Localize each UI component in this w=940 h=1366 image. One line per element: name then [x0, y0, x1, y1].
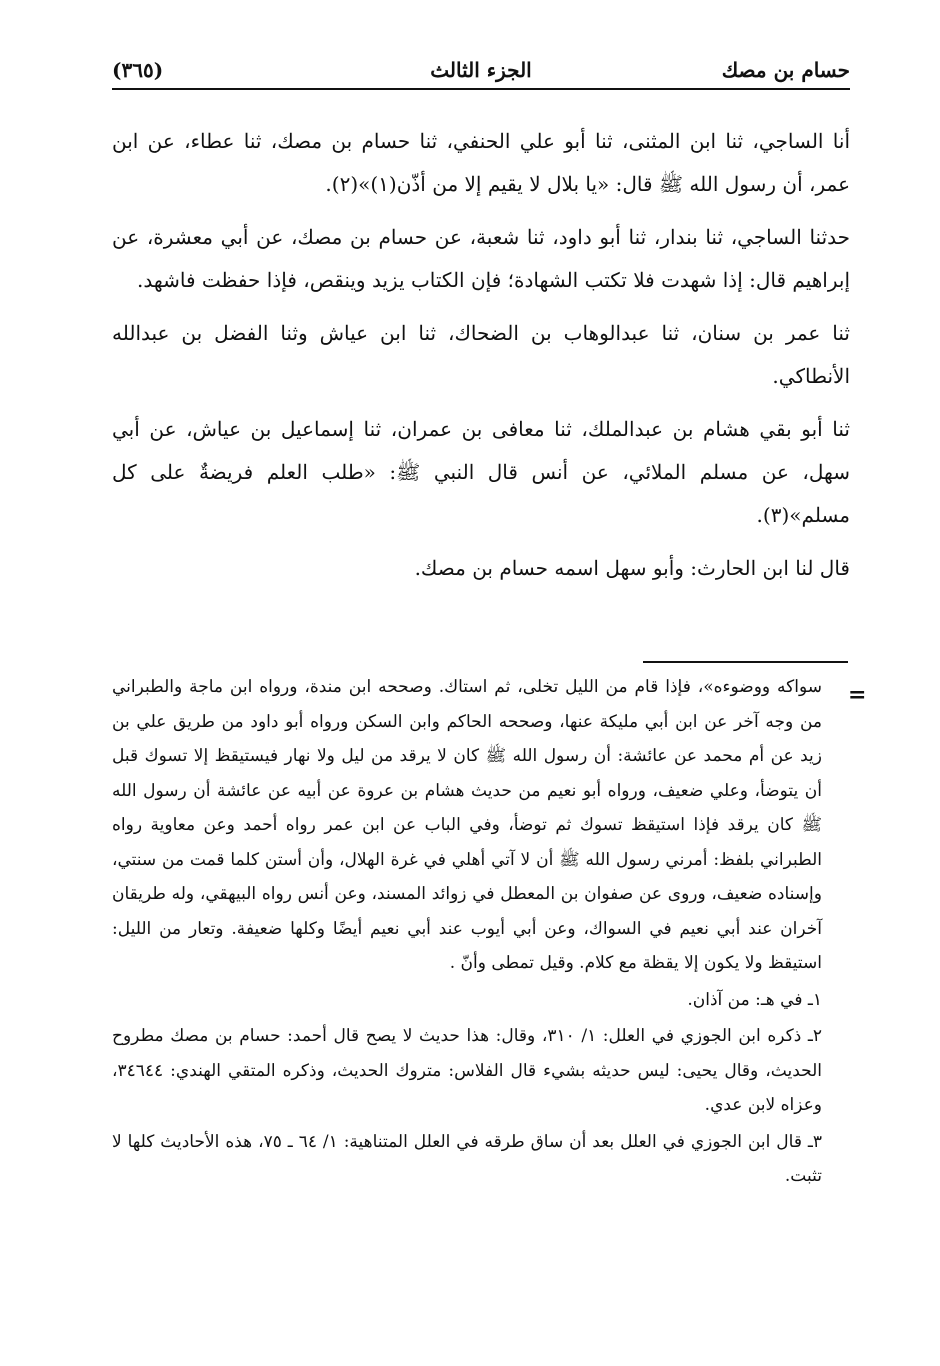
main-text: [112, 120, 850, 600]
footnote-divider: [643, 661, 848, 663]
footnotes: [112, 670, 822, 1196]
footnote-continuation: سواكه ووضوءه»، فإذا قام من الليل تخلى، ثم استاك. وصححه ابن مندة، ورواه ابن ماجة والطبراني من وجه آخر عن ابن أبي مليكة عنها، وصححه الحاكم وابن السكن ورواه أبو داود من طريق علي بن زيد عن أم محمد عن عائشة: أن رسول الله ﷺ كان لا يرقد من ليل ولا نهار فيستيقظ إلا تسوك قبل أن يتوضأ، وعلي ضعيف، ورواه أبو نعيم من حديث هشام بن عروة عن أبيه عن عائشة أن رسول الله ﷺ كان يرقد فإذا استيقظ تسوك ثم توضأ، وفي الباب عن ابن عمر رواه أحمد وعن معاوية رواه الطبراني بلفظ: أمرني رسول الله ﷺ أن لا آتي أهلي في غرة الهلال، وأن أستن كلما قمت من سنتي، وإسناده ضعيف، وروى عن صفوان بن المعطل في زوائد المسند، وعن أنس رواه البيهقي، وله طريقان آخران عند أبي نعيم في السواك، وعن أبي أيوب عند أبي نعيم أيضًا وكلها ضعيفة. وتعار من الليل: استيقظ ولا يكون إلا يقظة مع كلام. وقيل تمطى وأنّ .: [112, 677, 822, 973]
running-head-author: حسام بن مصك: [721, 58, 850, 82]
paragraph: حدثنا الساجي، ثنا بندار، ثنا أبو داود، ثنا شعبة، عن حسام بن مصك، عن أبي معشرة، عن إبراهيم قال: إذا شهدت فلا تكتب الشهادة؛ فإن الكتاب يزيد وينقص، فإذا حفظت فاشهد.: [112, 225, 850, 292]
running-head-volume: الجزء الثالث: [430, 58, 532, 82]
paragraph: ثنا أبو بقي هشام بن عبدالملك، ثنا معافى بن عمران، ثنا إسماعيل بن عياش، عن أبي سهل، عن مسلم الملائي، عن أنس قال النبي ﷺ: «طلب العلم فريضةٌ على كل مسلم»(٣).: [112, 417, 850, 527]
footnote: ١ـ في هـ: من آذان.: [687, 989, 822, 1010]
paragraph: أنا الساجي، ثنا ابن المثنى، ثنا أبو علي الحنفي، ثنا حسام بن مصك، ثنا عطاء، عن ابن عمر، أن رسول الله ﷺ قال: «يا بلال لا يقيم إلا من أذّن(١)»(٢).: [112, 129, 850, 196]
footnote: ٢ـ ذكره ابن الجوزي في العلل: ١/ ٣١٠، وقال: هذا حديث لا يصح قال أحمد: حسام بن مصك مطروح الحديث، وقال يحيى: ليس حديثه بشيء قال الفلاس: متروك الحديث، وذكره المتقي الهندي: ٣٤٦٤٤، وعزاه لابن عدي.: [112, 1026, 823, 1115]
page-number: (٣٦٥): [112, 58, 164, 82]
paragraph: ثنا عمر بن سنان، ثنا عبدالوهاب بن الضحاك، ثنا ابن عياش وثنا الفضل بن عبدالله الأنطاكي.: [112, 321, 850, 388]
footnote: ٣ـ قال ابن الجوزي في العلل بعد أن ساق طرقه في العلل المتناهية: ١/ ٦٤ ـ ٧٥، هذه الأحاديث كلها لا تثبت.: [112, 1131, 822, 1186]
paragraph: قال لنا ابن الحارث: وأبو سهل اسمه حسام بن مصك.: [414, 556, 850, 580]
page-header: [112, 56, 850, 90]
footnote-continuation-marker: =: [848, 682, 867, 708]
